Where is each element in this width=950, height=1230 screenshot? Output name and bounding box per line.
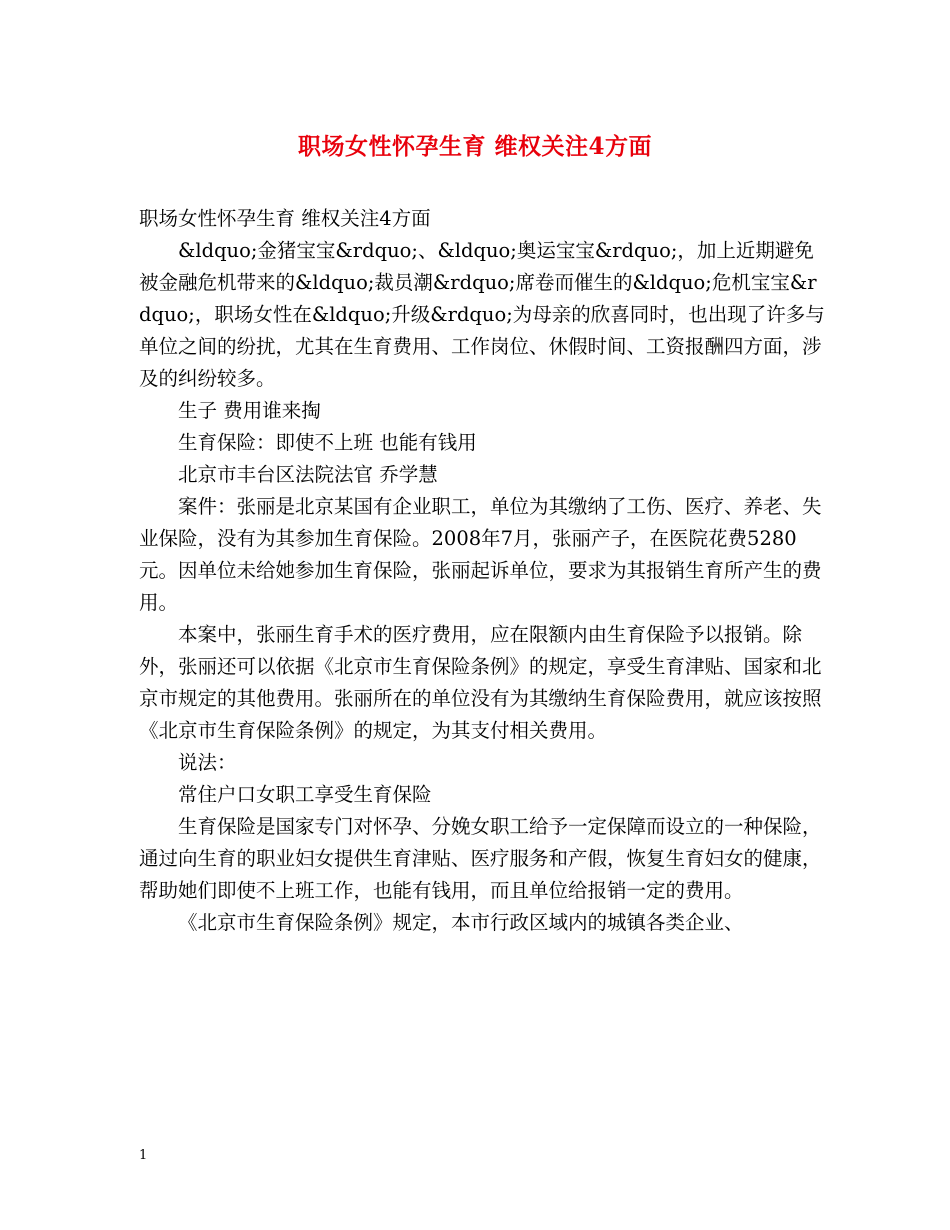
body-paragraph: 生育保险是国家专门对怀孕、分娩女职工给予一定保障而设立的一种保险，通过向生育的职业妇女提供生育津贴、医疗服务和产假，恢复生育妇女的健康，帮助她们即使不上班工作，也能有钱用，而且单位给报销一定的费用。 <box>139 815 822 902</box>
body-paragraph: 《北京市生育保险条例》规定，本市行政区域内的城镇各类企业、 <box>178 911 744 934</box>
body-paragraph: 北京市丰台区法院法官 乔学慧 <box>178 463 438 486</box>
body-paragraph: 案件：张丽是北京某国有企业职工，单位为其缴纳了工伤、医疗、养老、失业保险，没有为其参加生育保险。2008年7月，张丽产子，在医院花费5280元。因单位未给她参加生育保险，张丽起诉单位，要求为其报销生育所产生的费用。 <box>139 495 822 614</box>
document-title: 职场女性怀孕生育 维权关注4方面 <box>297 133 652 160</box>
body-paragraph: 生子 费用谁来掏 <box>178 399 321 422</box>
document-body <box>139 203 829 939</box>
body-paragraph: 常住户口女职工享受生育保险 <box>178 783 432 806</box>
body-paragraph: &ldquo;金猪宝宝&rdquo;、&ldquo;奥运宝宝&rdquo;，加上近期避免被金融危机带来的&ldquo;裁员潮&rdquo;席卷而催生的&ldquo;危机宝宝&rdquo;，职场女性在&ldquo;升级&rdquo;为母亲的欣喜同时，也出现了许多与单位之间的纷扰，尤其在生育费用、工作岗位、休假时间、工资报酬四方面，涉及的纠纷较多。 <box>139 239 825 390</box>
page-number: 1 <box>139 1148 148 1163</box>
subtitle-paragraph: 职场女性怀孕生育 维权关注4方面 <box>139 207 431 230</box>
body-paragraph: 说法： <box>178 751 237 774</box>
body-paragraph: 本案中，张丽生育手术的医疗费用，应在限额内由生育保险予以报销。除外，张丽还可以依据《北京市生育保险条例》的规定，享受生育津贴、国家和北京市规定的其他费用。张丽所在的单位没有为其缴纳生育保险费用，就应该按照《北京市生育保险条例》的规定，为其支付相关费用。 <box>139 623 822 742</box>
body-paragraph: 生育保险：即使不上班 也能有钱用 <box>178 431 477 454</box>
